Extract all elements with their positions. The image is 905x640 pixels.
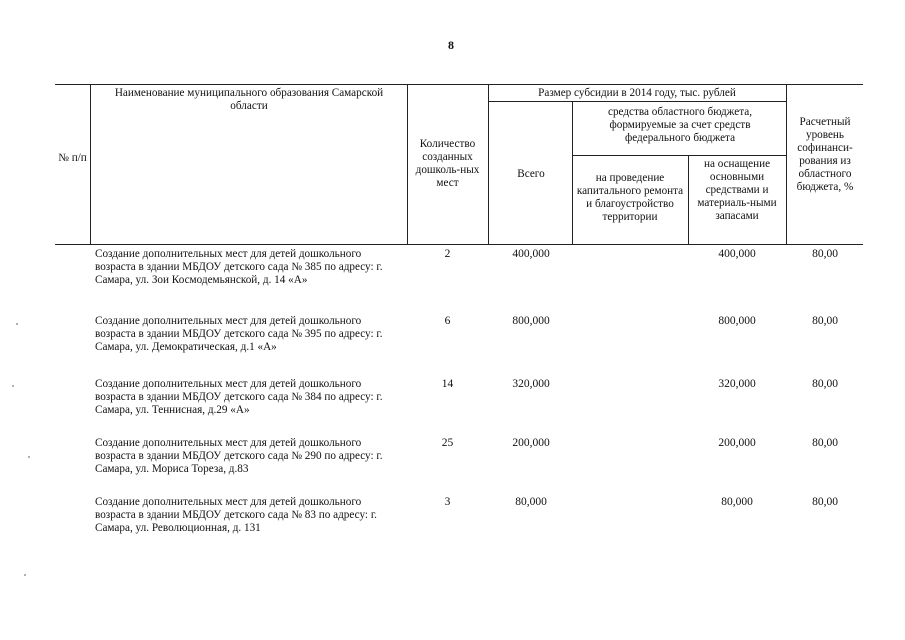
row-places: 25 (441, 437, 454, 449)
col-divider-num (90, 84, 91, 244)
header-places: Количество созданных дошколь-ных мест (415, 138, 480, 189)
row-places: 2 (444, 248, 451, 260)
row-places: 14 (441, 378, 454, 390)
row-equipment: 800,000 (718, 315, 756, 327)
col-divider-name (407, 84, 408, 244)
row-equipment: 80,000 (721, 496, 753, 508)
row-places: 3 (444, 496, 451, 508)
row-total: 400,000 (512, 248, 550, 260)
header-repair: на проведение капитального ремонта и благоустройство территории (576, 172, 684, 223)
header-top-border (55, 84, 863, 85)
header-equipment: на оснащение основными средствами и материаль-ными запасами (697, 158, 777, 222)
row-total: 200,000 (512, 437, 550, 449)
row-total: 80,000 (515, 496, 547, 508)
subsidy-divider (488, 101, 786, 102)
row-name: Создание дополнительных мест для детей дошкольного возраста в здании МБДОУ детского сада № 384 по адресу: г. Самара, ул. Теннисная, д.29 «А» (95, 378, 383, 416)
scan-speck (16, 323, 18, 325)
page-number: 8 (448, 38, 454, 52)
header-num: № п/п (58, 152, 87, 164)
col-divider-repair (688, 155, 689, 244)
header-level: Расчетный уровень софинанси-рования из областного бюджета, % (796, 116, 854, 193)
scan-speck (28, 456, 30, 458)
header-name: Наименование муниципального образования Самарской области (114, 87, 384, 112)
col-divider-equipment (786, 84, 787, 244)
row-total: 320,000 (512, 378, 550, 390)
header-regional-group: средства областного бюджета, формируемые за счет средств федерального бюджета (607, 106, 753, 144)
header-bottom-border (55, 244, 863, 245)
row-equipment: 400,000 (718, 248, 756, 260)
header-subsidy-group: Размер субсидии в 2014 году, тыс. рублей (538, 87, 736, 99)
row-level: 80,00 (812, 496, 838, 508)
row-level: 80,00 (812, 378, 838, 390)
row-name: Создание дополнительных мест для детей дошкольного возраста в здании МБДОУ детского сада № 290 по адресу: г. Самара, ул. Мориса Тореза, д.83 (95, 437, 383, 475)
scan-speck (12, 385, 14, 387)
row-equipment: 320,000 (718, 378, 756, 390)
row-name: Создание дополнительных мест для детей дошкольного возраста в здании МБДОУ детского сада № 385 по адресу: г. Самара, ул. Зои Космодемьянской, д. 14 «А» (95, 248, 383, 286)
col-divider-places (488, 84, 489, 244)
header-total: Всего (517, 168, 545, 180)
col-divider-total (572, 101, 573, 244)
row-level: 80,00 (812, 248, 838, 260)
row-total: 800,000 (512, 315, 550, 327)
row-places: 6 (444, 315, 451, 327)
scan-speck (24, 574, 26, 576)
row-level: 80,00 (812, 437, 838, 449)
regional-divider (572, 155, 786, 156)
row-level: 80,00 (812, 315, 838, 327)
row-name: Создание дополнительных мест для детей дошкольного возраста в здании МБДОУ детского сада № 395 по адресу: г. Самара, ул. Демократическая, д.1 «А» (95, 315, 383, 353)
row-equipment: 200,000 (718, 437, 756, 449)
row-name: Создание дополнительных мест для детей дошкольного возраста в здании МБДОУ детского сада № 83 по адресу: г. Самара, ул. Революционная, д. 131 (95, 496, 377, 534)
